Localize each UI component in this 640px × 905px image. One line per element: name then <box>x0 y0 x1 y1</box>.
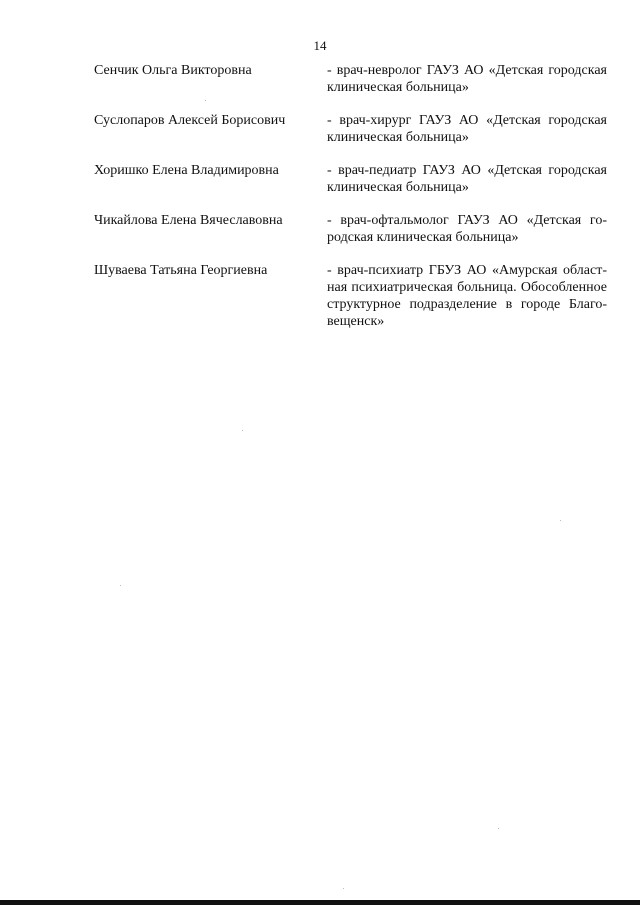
scan-speck <box>343 888 344 889</box>
description-line: вещенск» <box>327 314 385 329</box>
position-description <box>327 62 607 96</box>
description-line: - врач-невролог ГАУЗ АО «Детская городская <box>327 63 607 78</box>
scan-edge <box>0 900 640 905</box>
list-item <box>94 212 614 260</box>
position-description <box>327 112 607 146</box>
list-item <box>94 262 614 342</box>
position-description <box>327 212 607 246</box>
scan-speck <box>242 430 243 431</box>
position-description <box>327 262 607 330</box>
description-line: структурное подразделение в городе Благо- <box>327 297 607 312</box>
member-list <box>94 62 614 342</box>
person-name: Чикайлова Елена Вячеславовна <box>94 213 283 228</box>
person-name: Шуваева Татьяна Георгиевна <box>94 263 268 278</box>
description-line: - врач-педиатр ГАУЗ АО «Детская городская <box>327 163 607 178</box>
description-line: ная психиатрическая больница. Обособленное <box>327 280 607 295</box>
description-line: клиническая больница» <box>327 180 469 195</box>
scan-speck <box>498 828 499 829</box>
description-line: клиническая больница» <box>327 130 469 145</box>
description-line: - врач-хирург ГАУЗ АО «Детская городская <box>327 113 607 128</box>
list-item <box>94 162 614 210</box>
scan-speck <box>205 100 206 101</box>
scan-speck <box>120 585 121 586</box>
page-number: 14 <box>313 38 327 53</box>
list-item <box>94 112 614 160</box>
person-name: Хоришко Елена Владимировна <box>94 163 279 178</box>
list-item <box>94 62 614 110</box>
description-line: - врач-психиатр ГБУЗ АО «Амурская област- <box>327 263 607 278</box>
description-line: родская клиническая больница» <box>327 230 519 245</box>
description-line: - врач-офтальмолог ГАУЗ АО «Детская го- <box>327 213 607 228</box>
description-line: клиническая больница» <box>327 80 469 95</box>
person-name: Суслопаров Алексей Борисович <box>94 113 286 128</box>
person-name: Сенчик Ольга Викторовна <box>94 63 252 78</box>
scan-speck <box>560 520 561 521</box>
position-description <box>327 162 607 196</box>
